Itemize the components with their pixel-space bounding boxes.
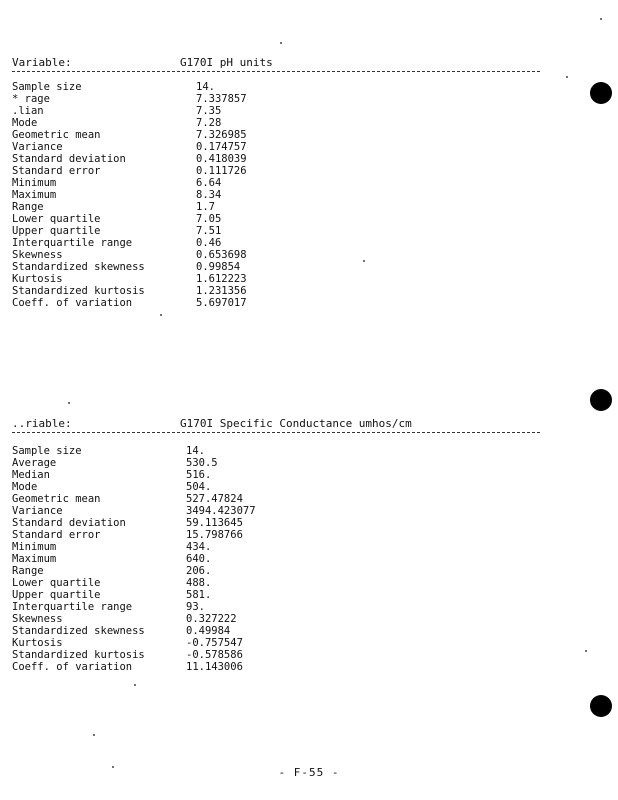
statistic-value: 0.174757	[196, 141, 247, 153]
statistic-value: 93.	[186, 601, 205, 613]
statistic-label: Standardized kurtosis	[12, 649, 145, 661]
statistic-label: Median	[12, 469, 50, 481]
statistic-label: Coeff. of variation	[12, 297, 133, 309]
variable-header	[12, 56, 542, 72]
statistic-label: Standard deviation	[12, 153, 126, 165]
statistic-value: 1.7	[196, 201, 215, 213]
statistic-label: Skewness	[12, 613, 63, 625]
statistic-label: Geometric mean	[12, 493, 101, 505]
scan-speck	[363, 260, 365, 262]
statistic-label: Kurtosis	[12, 273, 63, 285]
header-divider	[12, 432, 540, 433]
statistic-label: * rage	[12, 93, 50, 105]
statistic-label: Mode	[12, 117, 38, 129]
conductance-statistics-block	[12, 417, 542, 673]
statistic-label: Skewness	[12, 249, 63, 261]
binder-hole	[590, 82, 612, 104]
statistic-label: Interquartile range	[12, 601, 133, 613]
statistic-value: 206.	[186, 565, 212, 577]
statistic-label: Standard deviation	[12, 517, 126, 529]
scan-speck	[134, 684, 136, 686]
scan-speck	[600, 18, 602, 20]
statistic-label: Maximum	[12, 189, 57, 201]
statistic-value: 0.327222	[186, 613, 237, 625]
statistic-value: -0.578586	[186, 649, 243, 661]
statistic-label: .lian	[12, 105, 44, 117]
statistic-value: 0.111726	[196, 165, 247, 177]
variable-label: ..riable:	[12, 417, 72, 430]
variable-label: Variable:	[12, 56, 72, 69]
statistic-label: Standardized kurtosis	[12, 285, 145, 297]
statistic-value: 59.113645	[186, 517, 243, 529]
statistic-label: Standard error	[12, 165, 101, 177]
statistic-label: Standardized skewness	[12, 261, 145, 273]
statistic-value: 516.	[186, 469, 212, 481]
statistic-value: 527.47824	[186, 493, 243, 505]
statistic-value: 530.5	[186, 457, 218, 469]
statistic-label: Standardized skewness	[12, 625, 145, 637]
statistic-value: 7.326985	[196, 129, 247, 141]
scan-speck	[93, 734, 95, 736]
statistic-value: 0.99854	[196, 261, 241, 273]
statistic-value: 14.	[196, 81, 215, 93]
statistic-value: 0.46	[196, 237, 222, 249]
header-divider	[12, 71, 540, 72]
statistic-value: 7.51	[196, 225, 222, 237]
statistic-label: Minimum	[12, 541, 57, 553]
page-number: - F-55 -	[278, 766, 340, 779]
scan-speck	[160, 314, 162, 316]
statistic-value: 6.64	[196, 177, 222, 189]
scan-speck	[566, 76, 568, 78]
statistic-value: 504.	[186, 481, 212, 493]
statistic-label: Upper quartile	[12, 225, 101, 237]
binder-hole	[590, 695, 612, 717]
statistic-label: Minimum	[12, 177, 57, 189]
statistic-value: 0.653698	[196, 249, 247, 261]
statistic-value: 5.697017	[196, 297, 247, 309]
statistic-value: 7.35	[196, 105, 222, 117]
statistic-value: 434.	[186, 541, 212, 553]
statistic-label: Lower quartile	[12, 577, 101, 589]
statistic-label: Range	[12, 565, 44, 577]
statistic-value: 640.	[186, 553, 212, 565]
statistic-label: Maximum	[12, 553, 57, 565]
scan-speck	[68, 402, 70, 404]
statistic-label: Range	[12, 201, 44, 213]
statistic-value: 7.337857	[196, 93, 247, 105]
statistic-label: Upper quartile	[12, 589, 101, 601]
statistic-label: Lower quartile	[12, 213, 101, 225]
statistic-value: 3494.423077	[186, 505, 256, 517]
statistic-value: 7.05	[196, 213, 222, 225]
ph-statistics-block	[12, 56, 542, 309]
statistic-value: 7.28	[196, 117, 222, 129]
statistic-label: Kurtosis	[12, 637, 63, 649]
statistic-label: Interquartile range	[12, 237, 133, 249]
variable-header	[12, 417, 542, 433]
statistic-label: Average	[12, 457, 57, 469]
scan-speck	[280, 42, 282, 44]
statistic-label: Sample size	[12, 81, 82, 93]
statistic-value: 8.34	[196, 189, 222, 201]
statistic-value: 488.	[186, 577, 212, 589]
statistic-label: Geometric mean	[12, 129, 101, 141]
statistic-value: 581.	[186, 589, 212, 601]
statistic-value: 11.143006	[186, 661, 243, 673]
statistic-value: 14.	[186, 445, 205, 457]
statistic-label: Variance	[12, 141, 63, 153]
statistic-value: 0.418039	[196, 153, 247, 165]
scan-speck	[585, 650, 587, 652]
statistic-label: Variance	[12, 505, 63, 517]
statistic-value: -0.757547	[186, 637, 243, 649]
variable-name: G170I Specific Conductance umhos/cm	[180, 417, 412, 430]
statistic-value: 1.612223	[196, 273, 247, 285]
binder-hole	[590, 389, 612, 411]
statistic-label: Coeff. of variation	[12, 661, 133, 673]
statistic-value: 0.49984	[186, 625, 231, 637]
statistic-label: Sample size	[12, 445, 82, 457]
statistic-label: Mode	[12, 481, 38, 493]
statistic-value: 15.798766	[186, 529, 243, 541]
statistic-label: Standard error	[12, 529, 101, 541]
statistic-value: 1.231356	[196, 285, 247, 297]
variable-name: G170I pH units	[180, 56, 273, 69]
